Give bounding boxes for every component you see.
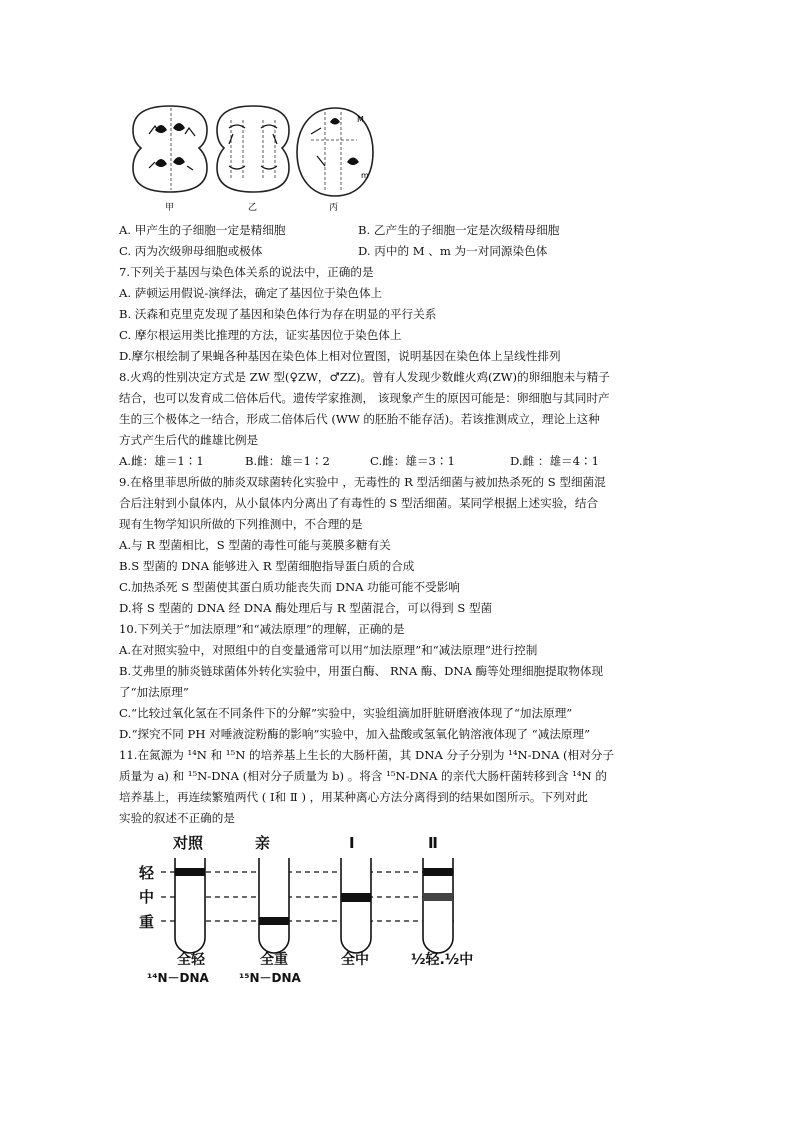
header-gen1: Ⅰ bbox=[349, 834, 355, 852]
q10-option-a: A.在对照实验中，对照组中的自变量通常可以用“加法原理”和“减法原理”进行控制 bbox=[119, 643, 538, 657]
q8-stem-2: 结合，也可以发育成二倍体后代。遗传学家推测， 该现象产生的原因可能是：卵细胞与其同时产 bbox=[119, 391, 610, 405]
label-bing: 丙 bbox=[329, 203, 339, 213]
gene-label-m: m bbox=[361, 171, 369, 180]
q6-option-a: A. 甲产生的子细胞一定是精细胞 bbox=[119, 223, 286, 237]
q9-stem-1: 9.在格里菲思所做的肺炎双球菌转化实验中 ，无毒性的 R 型活细菌与被加热杀死的 S 型细菌混 bbox=[119, 475, 606, 489]
q8-stem-4: 方式产生后代的雌雄比例是 bbox=[119, 433, 259, 447]
q11-stem-4: 实验的叙述不正确的是 bbox=[119, 811, 235, 825]
gene-label-M: M bbox=[357, 115, 364, 124]
q9-option-c: C.加热杀死 S 型菌使其蛋白质功能丧失而 DNA 功能可能不受影响 bbox=[119, 580, 460, 594]
result-gen2: ½轻.½中 bbox=[411, 952, 474, 968]
q11-stem-3: 培养基上，再连续繁殖两代 ( Ⅰ和 Ⅱ ) ，用某种离心方法分离得到的结果如图所示。下列对此 bbox=[119, 790, 588, 804]
sub-parent: ¹⁵N－DNA bbox=[239, 971, 301, 985]
q6-option-c: C. 丙为次级卵母细胞或极体 bbox=[119, 244, 263, 258]
q10-option-d: D.“探究不同 PH 对唾液淀粉酶的影响”实验中，加入盐酸或氢氧化钠溶液体现了 “减法原理” bbox=[119, 727, 591, 741]
q9-stem-2: 合后注射到小鼠体内，从小鼠体内分离出了有毒性的 S 型活细菌。某同学根据上述实验，结合 bbox=[119, 496, 599, 510]
row-label-heavy: 重 bbox=[139, 913, 155, 931]
q6-option-d: D. 丙中的 M 、m 为一对同源染色体 bbox=[358, 244, 548, 258]
header-parent: 亲 bbox=[255, 834, 271, 852]
q9-option-a: A.与 R 型菌相比，S 型菌的毒性可能与荚膜多糖有关 bbox=[119, 538, 391, 552]
q8-option-c: C.雌：雄＝3∶1 bbox=[370, 454, 455, 468]
result-control: 全轻 bbox=[177, 952, 205, 968]
q6-option-b: B. 乙产生的子细胞一定是次级精母细胞 bbox=[358, 223, 560, 237]
header-control: 对照 bbox=[173, 834, 204, 852]
q9-option-b: B.S 型菌的 DNA 能够进入 R 型菌细胞指导蛋白质的合成 bbox=[119, 559, 415, 573]
q10-stem: 10.下列关于“加法原理”和“减法原理”的理解，正确的是 bbox=[119, 622, 405, 636]
q10-option-c: C.“比较过氧化氢在不同条件下的分解”实验中，实验组滴加肝脏研磨液体现了“加法原理” bbox=[119, 706, 573, 720]
q8-stem-1: 8.火鸡的性别决定方式是 ZW 型(♀ZW，♂ZZ)。曾有人发现少数雌火鸡(ZW)的卵细胞未与精子 bbox=[119, 370, 610, 384]
sub-control: ¹⁴N－DNA bbox=[147, 971, 209, 985]
q11-stem-2: 质量为 a) 和 ¹⁵N-DNA (相对分子质量为 b) 。将含 ¹⁵N-DNA 的亲代大肠杆菌转移到含 ¹⁴N 的 bbox=[119, 769, 607, 783]
q8-option-a: A.雌：雄＝1∶1 bbox=[119, 454, 204, 468]
q7-stem: 7.下列关于基因与染色体关系的说法中，正确的是 bbox=[119, 265, 374, 279]
q7-option-d: D.摩尔根绘制了果蝇各种基因在染色体上相对位置图，说明基因在染色体上呈线性排列 bbox=[119, 349, 561, 363]
q8-option-b: B.雌：雄＝1∶2 bbox=[245, 454, 330, 468]
q8-option-d: D.雌 ：雄＝4∶1 bbox=[510, 454, 599, 468]
centrifuge-figure bbox=[135, 830, 495, 990]
q7-option-b: B. 沃森和克里克发现了基因和染色体行为存在明显的平行关系 bbox=[119, 307, 437, 321]
result-parent: 全重 bbox=[260, 952, 288, 968]
q10-option-b-1: B.艾弗里的肺炎链球菌体外转化实验中，用蛋白酶、 RNA 酶、DNA 酶等处理细胞提取物体现 bbox=[119, 664, 604, 678]
result-gen1: 全中 bbox=[341, 952, 369, 968]
q7-option-a: A. 萨顿运用假说-演绎法，确定了基因位于染色体上 bbox=[119, 286, 383, 300]
q8-stem-3: 生的三个极体之一结合，形成二倍体后代 (WW 的胚胎不能存活)。若该推测成立，理论上这种 bbox=[119, 412, 600, 426]
q10-option-b-2: 了“加法原理” bbox=[119, 685, 189, 699]
label-jia: 甲 bbox=[165, 203, 175, 213]
cell-division-figure bbox=[125, 100, 385, 215]
label-yi: 乙 bbox=[248, 203, 258, 213]
q9-stem-3: 现有生物学知识所做的下列推测中，不合理的是 bbox=[119, 517, 363, 531]
header-gen2: Ⅱ bbox=[428, 834, 438, 852]
row-label-middle: 中 bbox=[139, 888, 155, 906]
row-label-light: 轻 bbox=[139, 864, 155, 882]
q7-option-c: C. 摩尔根运用类比推理的方法，证实基因位于染色体上 bbox=[119, 328, 402, 342]
q9-option-d: D.将 S 型菌的 DNA 经 DNA 酶处理后与 R 型菌混合，可以得到 S 型菌 bbox=[119, 601, 493, 615]
q11-stem-1: 11.在氮源为 ¹⁴N 和 ¹⁵N 的培养基上生长的大肠杆菌，其 DNA 分子分别为 ¹⁴N-DNA (相对分子 bbox=[119, 748, 614, 762]
